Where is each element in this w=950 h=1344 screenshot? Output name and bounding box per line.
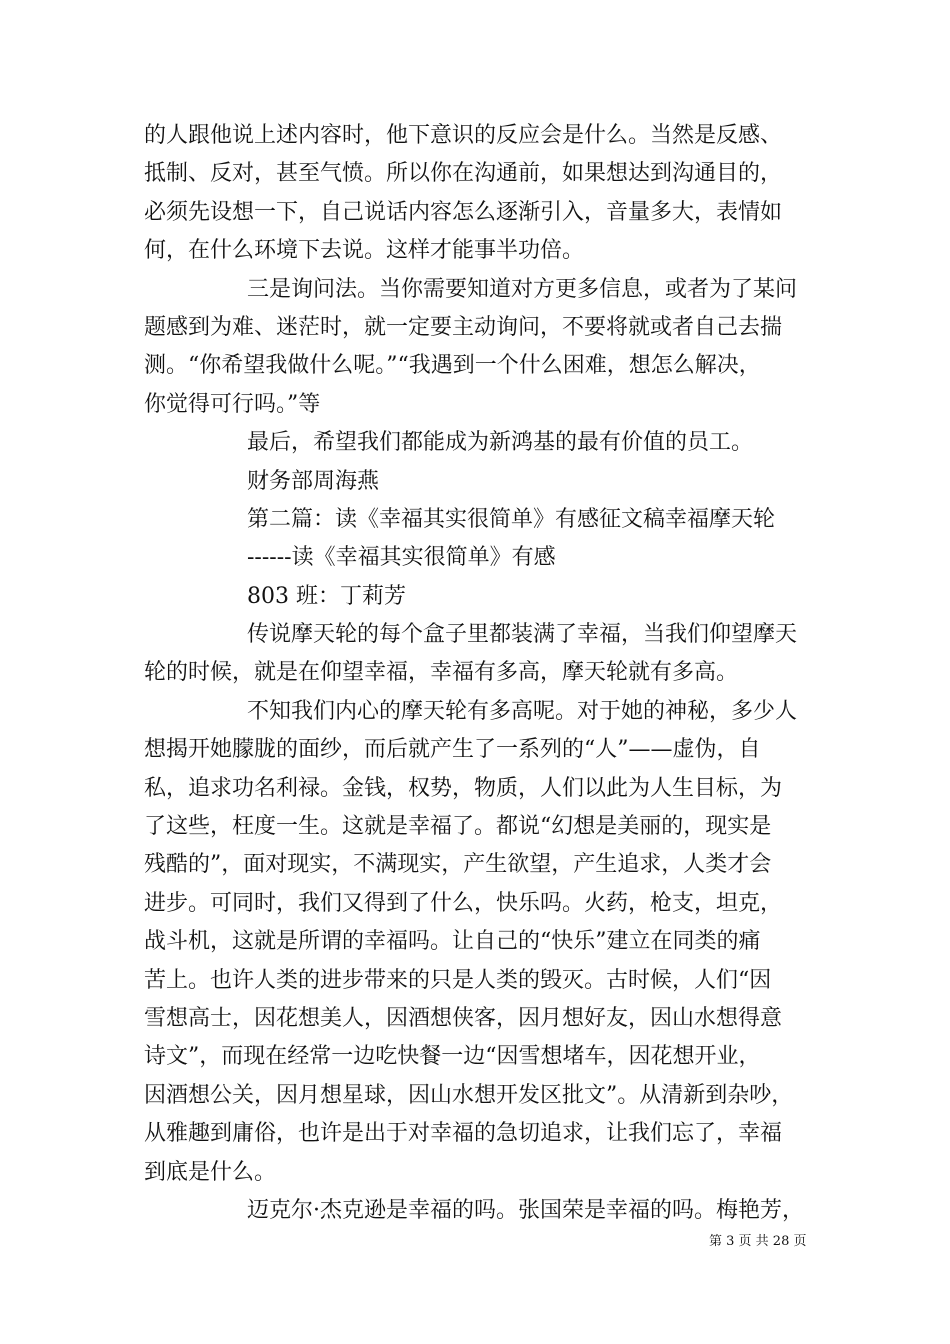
text-line: 传说摩天轮的每个盒子里都装满了幸福，当我们仰望摩天 bbox=[247, 622, 798, 648]
text-line: 战斗机，这就是所谓的幸福吗。让自己的“快乐”建立在同类的痛 bbox=[144, 929, 761, 955]
text-line: 残酷的”，面对现实，不满现实，产生欲望，产生追求，人类才会 bbox=[144, 852, 772, 878]
text-line: 必须先设想一下，自己说话内容怎么逐渐引入，音量多大，表情如 bbox=[144, 199, 783, 225]
text-line: 从雅趣到庸俗，也许是出于对幸福的急切追求，让我们忘了，幸福 bbox=[144, 1121, 783, 1147]
text-line: 诗文”，而现在经常一边吃快餐一边“因雪想堵车，因花想开业， bbox=[144, 1044, 761, 1070]
text-line: 苦上。也许人类的进步带来的只是人类的毁灭。古时候，人们“因 bbox=[144, 967, 772, 993]
text-line: 迈克尔·杰克逊是幸福的吗。张国荣是幸福的吗。梅艳芳， bbox=[247, 1197, 804, 1223]
text-line: 到底是什么。 bbox=[144, 1159, 277, 1185]
section-subtitle: ------读《幸福其实很简单》有感 bbox=[247, 545, 556, 571]
text-line: 最后，希望我们都能成为新鸿基的最有价值的员工。 bbox=[247, 430, 754, 456]
text-line: 何，在什么环境下去说。这样才能事半功倍。 bbox=[144, 238, 585, 264]
text-line: 想揭开她朦胧的面纱，而后就产生了一系列的“人”——虚伪，自 bbox=[144, 737, 761, 763]
page-number: 第 3 页 共 28 页 bbox=[709, 1234, 807, 1249]
text-line: 测。“你希望我做什么呢。”“我遇到一个什么困难，想怎么解决， bbox=[144, 353, 761, 379]
text-line: 抵制、反对，甚至气愤。所以你在沟通前，如果想达到沟通目的， bbox=[144, 161, 783, 187]
text-line: 题感到为难、迷茫时，就一定要主动询问，不要将就或者自己去揣 bbox=[144, 314, 783, 340]
text-line: 你觉得可行吗。”等 bbox=[144, 391, 321, 417]
section-title: 第二篇：读《幸福其实很简单》有感征文稿幸福摩天轮 bbox=[247, 506, 776, 532]
author-line: 803 班：丁莉芳 bbox=[247, 583, 406, 609]
text-line: 了这些，枉度一生。这就是幸福了。都说“幻想是美丽的，现实是 bbox=[144, 814, 772, 840]
text-line: 私，追求功名利禄。金钱，权势，物质，人们以此为人生目标，为 bbox=[144, 775, 783, 801]
text-line: 的人跟他说上述内容时，他下意识的反应会是什么。当然是反感、 bbox=[144, 123, 783, 148]
text-line: 雪想高士，因花想美人，因酒想侠客，因月想好友，因山水想得意 bbox=[144, 1005, 783, 1031]
document-body bbox=[144, 117, 814, 1230]
signature-line: 财务部周海燕 bbox=[247, 468, 380, 494]
text-line: 进步。可同时，我们又得到了什么，快乐吗。火药，枪支，坦克， bbox=[144, 890, 783, 916]
text-line: 轮的时候，就是在仰望幸福，幸福有多高，摩天轮就有多高。 bbox=[144, 660, 739, 686]
text-line: 因酒想公关，因月想星球，因山水想开发区批文”。从清新到杂吵， bbox=[144, 1082, 794, 1108]
text-line: 不知我们内心的摩天轮有多高呢。对于她的神秘，多少人 bbox=[247, 698, 798, 724]
text-line: 三是询问法。当你需要知道对方更多信息，或者为了某问 bbox=[247, 276, 798, 302]
